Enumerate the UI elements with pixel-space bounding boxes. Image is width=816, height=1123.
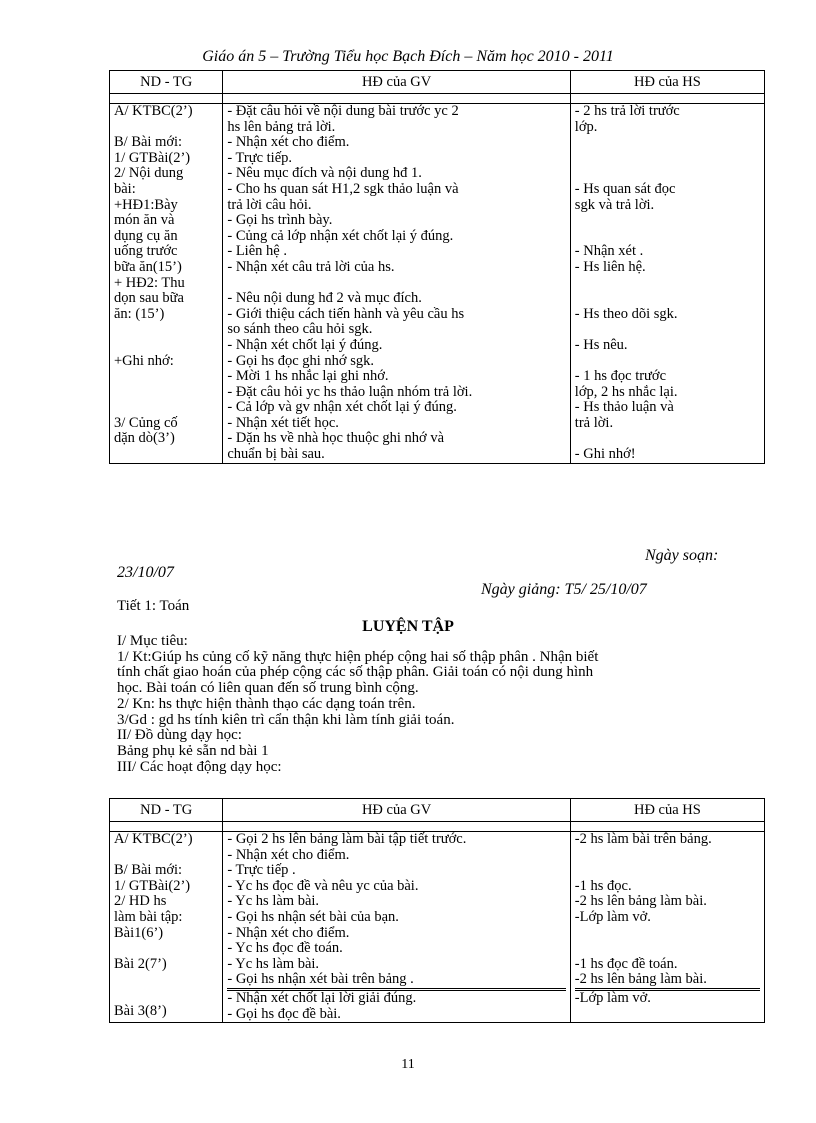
cell-line: 2/ HD hs [114, 894, 167, 910]
cell-line: - Trực tiếp . [227, 863, 296, 879]
cell-line [114, 338, 218, 354]
cell-line: A/ KTBC(2’) [114, 832, 193, 847]
text-line: III/ Các hoạt động dạy học: [117, 759, 282, 775]
cell-line [575, 354, 760, 370]
cell-line: +Ghi nhớ: [114, 353, 174, 369]
cell-line: - Dặn hs về nhà học thuộc ghi nhớ và [227, 431, 445, 447]
cell-line: 3/ Củng cố [114, 415, 178, 431]
cell-line: B/ Bài mới: [114, 135, 183, 151]
cell-line [114, 322, 218, 338]
cell-line [114, 385, 218, 401]
content-column [110, 104, 223, 464]
table-header-row [110, 71, 765, 94]
cell-line: - Yc hs làm bài. [227, 894, 320, 910]
text-line: II/ Đồ dùng dạy học: [117, 728, 242, 744]
cell-line: sgk và trả lời. [574, 197, 655, 213]
cell-line [114, 447, 218, 463]
cell-line: làm bài tập: [114, 909, 183, 925]
cell-line: - Gọi hs đọc đề bài. [227, 1006, 341, 1022]
cell-line: - Củng cả lớp nhận xét chốt lại ý đúng. [227, 228, 454, 244]
lesson-table-2 [109, 798, 765, 1023]
header-nd-tg: ND - TG [110, 799, 223, 822]
cell-line: - Gọi hs nhận xét bài trên bảng . [227, 972, 565, 991]
cell-line: so sánh theo câu hỏi sgk. [227, 322, 373, 338]
cell-line: - Hs theo dõi sgk. [574, 306, 678, 322]
cell-line: B/ Bài mới: [114, 863, 183, 879]
teaching-date: Ngày giảng: T5/ 25/10/07 [481, 581, 647, 598]
cell-line: - Nhận xét cho điểm. [227, 847, 350, 863]
cell-line: - Yc hs đọc đề và nêu yc của bài. [227, 878, 419, 894]
header-gv: HĐ của GV [223, 799, 570, 822]
cell-line: -Lớp làm vở. [574, 990, 651, 1006]
cell-line [575, 229, 760, 245]
text-line: Bảng phụ kẻ sẵn nd bài 1 [117, 743, 269, 759]
cell-line: - Gọi 2 hs lên bảng làm bài tập tiết trước. [227, 832, 467, 847]
cell-line: - Nêu mục đích và nội dung hđ 1. [227, 166, 422, 182]
header-nd-tg: ND - TG [110, 71, 223, 94]
cell-line: + HĐ2: Thu [114, 275, 185, 291]
cell-line: ăn: (15’) [114, 306, 165, 322]
preparation-date: 23/10/07 [117, 564, 174, 581]
page-number: 11 [401, 1057, 415, 1072]
cell-line: - Đặt câu hỏi yc hs thảo luận nhóm trả lời. [227, 384, 473, 400]
cell-line: trả lời. [574, 415, 614, 431]
cell-line: - Hs liên hệ. [574, 259, 646, 275]
cell-line: - Hs quan sát đọc [574, 181, 676, 197]
header-hs: HĐ của HS [570, 71, 764, 94]
cell-line: Bài1(6’) [114, 925, 164, 941]
cell-line: - Yc hs làm bài. [227, 956, 320, 972]
preparation-date-label: Ngày soạn: [645, 547, 719, 564]
cell-line: lớp, 2 hs nhắc lại. [574, 384, 678, 400]
cell-line: dọn sau bữa [114, 291, 184, 307]
cell-line [114, 848, 218, 864]
cell-line [114, 400, 218, 416]
cell-line [575, 848, 760, 864]
cell-line [114, 988, 218, 1004]
text-line: học. Bài toán có liên quan đến số trung bình cộng. [117, 681, 419, 697]
table-body-row [110, 832, 765, 1023]
cell-line: lớp. [574, 119, 598, 135]
header-hs: HĐ của HS [570, 799, 764, 822]
student-activity-column [570, 104, 764, 464]
cell-line: dặn dò(3’) [114, 431, 175, 447]
cell-line: - Nhận xét cho điểm. [227, 135, 350, 151]
cell-line [114, 369, 218, 385]
cell-line: - Mời 1 hs nhắc lại ghi nhớ. [227, 369, 389, 385]
cell-line [114, 941, 218, 957]
cell-line: - Gọi hs trình bày. [227, 213, 333, 229]
cell-line: - Liên hệ . [227, 244, 287, 260]
cell-line [114, 972, 218, 988]
cell-line [575, 291, 760, 307]
lesson-objectives [117, 634, 767, 775]
cell-line: - Gọi hs nhận sét bài của bạn. [227, 909, 399, 925]
cell-line: món ăn và [114, 213, 175, 229]
header-gv: HĐ của GV [223, 71, 570, 94]
cell-line [575, 213, 760, 229]
cell-line: bài: [114, 181, 136, 197]
table-header-row [110, 799, 765, 822]
cell-line: -2 hs lên bảng làm bài. [575, 972, 760, 991]
student-activity-column [570, 832, 764, 1023]
cell-line [575, 135, 760, 151]
cell-line: - Nêu nội dung hđ 2 và mục đích. [227, 291, 422, 307]
cell-line [114, 120, 218, 136]
cell-line: chuẩn bị bài sau. [227, 447, 325, 463]
lesson-title: LUYỆN TẬP [362, 618, 454, 635]
cell-line [575, 166, 760, 182]
content-column [110, 832, 223, 1023]
cell-line: - Yc hs đọc đề toán. [227, 941, 343, 957]
cell-line: uống trước [114, 244, 178, 260]
cell-line: - Nhận xét cho điểm. [227, 925, 350, 941]
cell-line: 2/ Nội dung [114, 166, 184, 182]
cell-line: -1 hs đọc. [574, 878, 632, 894]
cell-line: Bài 2(7’) [114, 956, 167, 972]
cell-line [575, 941, 760, 957]
cell-line: dụng cụ ăn [114, 228, 178, 244]
cell-line: -Lớp làm vở. [574, 909, 651, 925]
text-line: I/ Mục tiêu: [117, 634, 188, 649]
cell-line [227, 276, 565, 292]
cell-line: - Đặt câu hỏi về nội dung bài trước yc 2 [227, 104, 459, 119]
cell-line: - Giới thiệu cách tiến hành và yêu cầu hs [227, 306, 465, 322]
cell-line: bữa ăn(15’) [114, 259, 182, 275]
cell-line: Bài 3(8’) [114, 1003, 167, 1019]
cell-line: - 1 hs đọc trước [574, 369, 667, 385]
teacher-activity-column [223, 104, 570, 464]
cell-line: 1/ GTBài(2’) [114, 878, 191, 894]
cell-line: - Nhận xét chốt lại lời giải đúng. [227, 990, 417, 1006]
cell-line [575, 322, 760, 338]
lesson-period: Tiết 1: Toán [117, 598, 190, 614]
cell-line: - Trực tiếp. [227, 150, 293, 166]
lesson-table-1 [109, 70, 765, 464]
cell-line: - Nhận xét tiết học. [227, 415, 339, 431]
cell-line [575, 431, 760, 447]
cell-line: - Nhận xét chốt lại ý đúng. [227, 337, 383, 353]
cell-line: - Nhận xét . [574, 244, 644, 260]
cell-line: - Nhận xét câu trả lời của hs. [227, 259, 395, 275]
cell-line: +HĐ1:Bày [114, 197, 178, 213]
cell-line: hs lên bảng trả lời. [227, 119, 336, 135]
cell-line: - Ghi nhớ! [574, 447, 636, 463]
cell-line [575, 1007, 760, 1023]
page-header: Giáo án 5 – Trường Tiểu học Bạch Đích – Năm học 2010 - 2011 [202, 48, 614, 65]
cell-line: - Hs thảo luận và [574, 400, 674, 416]
cell-line: trả lời câu hỏi. [227, 197, 312, 213]
cell-line: - Gọi hs đọc ghi nhớ sgk. [227, 353, 374, 369]
table-body-row [110, 104, 765, 464]
cell-line: -1 hs đọc đề toán. [574, 956, 678, 972]
cell-line [575, 276, 760, 292]
cell-line: -2 hs làm bài trên bảng. [574, 832, 712, 847]
cell-line: 1/ GTBài(2’) [114, 150, 191, 166]
cell-line: - Hs nêu. [574, 337, 628, 353]
teacher-activity-column [223, 832, 570, 1023]
text-line: 3/Gd : gd hs tính kiên trì cẩn thận khi làm tính giải toán. [117, 712, 455, 728]
cell-line: -2 hs lên bảng làm bài. [574, 894, 707, 910]
cell-line: - Cho hs quan sát H1,2 sgk thảo luận và [227, 181, 459, 197]
text-line: tính chất giao hoán của phép cộng các số thập phân. Giải toán có nội dung hình [117, 665, 594, 681]
cell-line [575, 151, 760, 167]
text-line: 2/ Kn: hs thực hiện thành thạo các dạng toán trên. [117, 696, 416, 712]
text-line: 1/ Kt:Giúp hs củng cố kỹ năng thực hiện phép cộng hai số thập phân . Nhận biết [117, 649, 599, 665]
cell-line [575, 863, 760, 879]
cell-line [575, 926, 760, 942]
cell-line: A/ KTBC(2’) [114, 104, 193, 119]
cell-line: - 2 hs trả lời trước [574, 104, 680, 119]
cell-line: - Cả lớp và gv nhận xét chốt lại ý đúng. [227, 400, 457, 416]
